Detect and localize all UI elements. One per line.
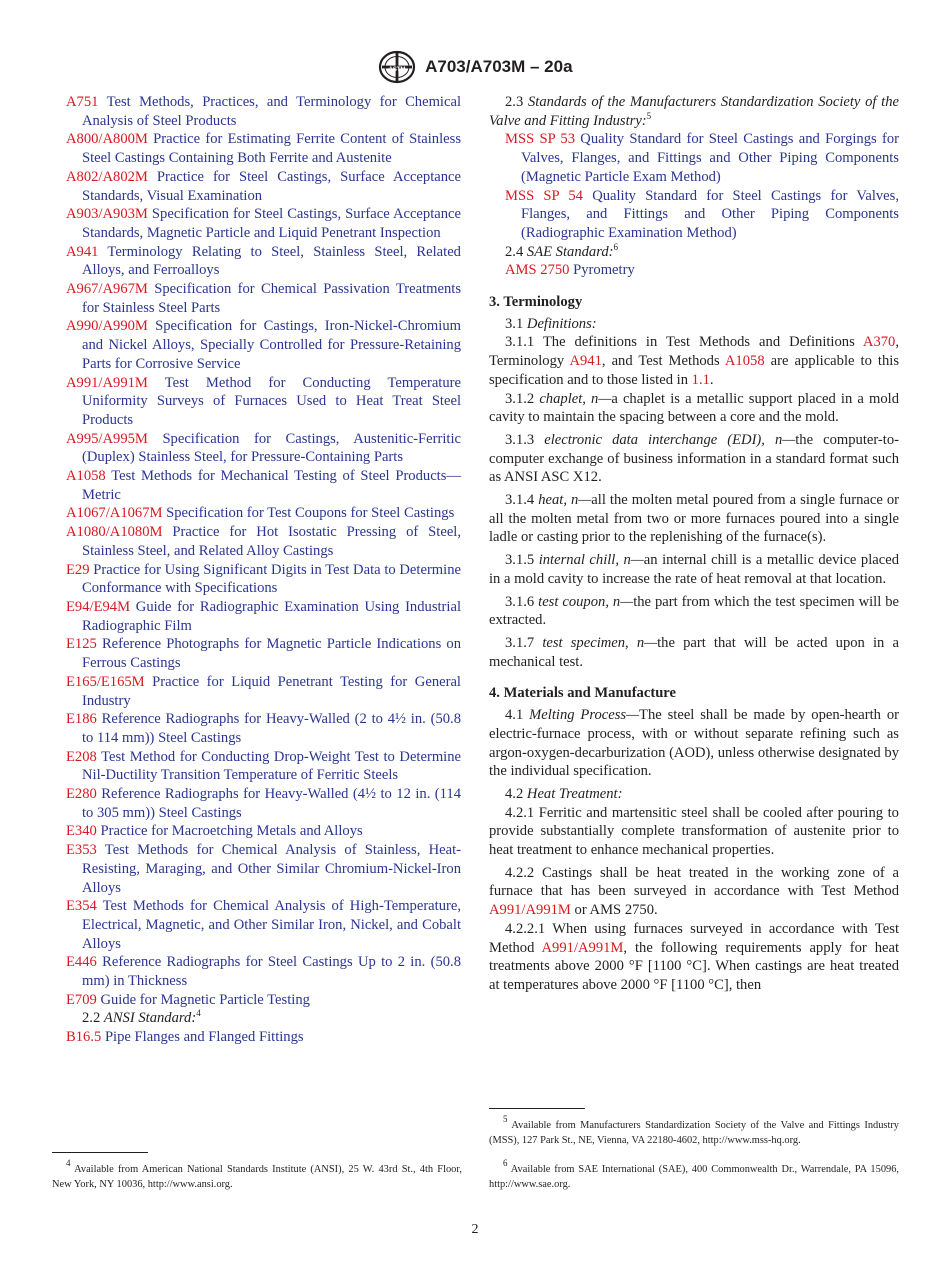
reference-item <box>66 168 461 205</box>
reference-item <box>505 130 899 186</box>
reference-item <box>66 673 461 710</box>
definition-item: 3.1.3 electronic data interchange (EDI), n—the computer-to-computer exchange of business information in a standard format such as ANSI ASC X12. <box>489 431 900 486</box>
reference-item <box>66 523 461 560</box>
reference-title-link[interactable]: Practice for Liquid Penetrant Testing for General Industry <box>82 673 461 709</box>
reference-link[interactable]: A370 <box>862 334 896 351</box>
heat-treatment-subheading: 4.2 Heat Treatment: <box>505 785 623 802</box>
footnote-divider <box>52 1152 148 1153</box>
astm-logo-icon <box>377 50 417 84</box>
reference-item <box>66 504 461 523</box>
reference-item <box>66 205 461 242</box>
reference-title-link[interactable]: Practice for Steel Castings, Surface Acceptance Standards, Visual Examination <box>82 168 461 204</box>
definition-item: 3.1.6 test coupon, n—the part from which the test specimen will be extracted. <box>489 593 899 629</box>
paragraph-4-2-2-1: 4.2.2.1 When using furnaces surveyed in accordance with Test Method A991/A991M, the following requirements apply for heat treatments above 2000 °F [1100 °C]. When castings are heat treated at temperatures above 2000 °F [1100 °C], then <box>489 920 900 993</box>
reference-title-link[interactable]: Specification for Test Coupons for Steel Castings <box>166 505 455 522</box>
referenced-documents-list <box>66 93 461 1009</box>
reference-code-link[interactable]: A995/A995M <box>66 430 148 447</box>
reference-item <box>66 635 461 672</box>
reference-code-link[interactable]: E29 <box>66 561 90 578</box>
reference-link[interactable]: A991/A991M <box>541 939 624 956</box>
section-heading-materials: 4. Materials and Manufacture <box>489 685 676 702</box>
reference-link[interactable]: A991/A991M <box>489 902 571 919</box>
section-link[interactable]: 1.1 <box>691 371 710 388</box>
svg-text:ASTM: ASTM <box>388 67 406 73</box>
right-column <box>489 93 899 995</box>
reference-title-link[interactable]: Reference Radiographs for Heavy-Walled (4½ to 12 in. (114 to 305 mm)) Steel Castings <box>82 786 462 821</box>
reference-code-link[interactable]: E125 <box>66 636 97 653</box>
footnote-6: $^6$ Available from SAE International (SAE), 400 Commonwealth Dr., Warrendale, PA 15096, http://www.sae.org. <box>489 1158 899 1191</box>
reference-code-link[interactable]: B16.5 <box>66 1029 102 1046</box>
reference-code-link[interactable]: A1080/A1080M <box>66 524 163 541</box>
reference-item <box>505 261 899 280</box>
reference-code-link[interactable]: A1058 <box>66 468 106 485</box>
reference-code-link[interactable]: AMS 2750 <box>505 262 570 279</box>
reference-title-link[interactable]: Test Methods, Practices, and Terminology for Chemical Analysis of Steel Products <box>82 94 461 129</box>
ansi-standard-subheading: 2.2 ANSI Standard:$^4$ <box>82 1008 201 1027</box>
reference-title-link[interactable]: Guide for Radiographic Examination Using Industrial Radiographic Film <box>82 598 461 634</box>
reference-item <box>66 93 461 130</box>
reference-item <box>66 841 461 897</box>
paragraph-4-2-1: 4.2.1 Ferritic and martensitic steel shall be cooled after pouring to provide substantially complete transformation of austenite prior to heat treatment to enhance mechanical properties. <box>489 804 899 859</box>
left-column <box>66 93 461 1047</box>
mss-standards-subheading: 2.3 Standards of the Manufacturers Standardization Society of the Valve and Fitting Industry:$^5$ <box>489 94 899 129</box>
reference-item <box>66 467 461 504</box>
reference-title-link[interactable]: Quality Standard for Steel Castings and Forgings for Valves, Flanges, and Fittings and Other Piping Components (Magnetic Particle Exam Method) <box>521 131 899 185</box>
reference-title-link[interactable]: Guide for Magnetic Particle Testing <box>100 991 310 1008</box>
definition-item: 3.1.7 test specimen, n—the part that will be acted upon in a mechanical test. <box>489 634 899 670</box>
reference-item <box>66 130 461 167</box>
reference-title-link[interactable]: Reference Radiographs for Heavy-Walled (2 to 4½ in. (50.8 to 114 mm)) Steel Castings <box>82 711 462 746</box>
paragraph-4-1: 4.1 Melting Process—The steel shall be made by open-hearth or electric-furnace process, with or without separate refining such as argon-oxygen-decarburization (AOD), unless otherwise designated by the individual specification. <box>489 707 899 780</box>
reference-item <box>66 991 461 1010</box>
reference-title-link[interactable]: Test Method for Conducting Drop-Weight Test to Determine Nil-Ductility Transition Temperature of Ferritic Steels <box>82 748 461 784</box>
reference-item <box>66 598 461 635</box>
reference-item <box>66 243 461 280</box>
reference-item <box>66 785 461 822</box>
reference-item <box>66 953 461 990</box>
definition-item: 3.1.4 heat, n—all the molten metal poured from a single furnace or all the molten metal from two or more furnaces poured into a single ladle or casting prior to the replenishing of the furnace(s). <box>489 492 899 546</box>
reference-title-link[interactable]: Practice for Macroetching Metals and Alloys <box>100 823 363 840</box>
reference-code-link[interactable]: A990/A990M <box>66 318 148 335</box>
sae-standard-subheading: 2.4 SAE Standard:$^6$ <box>505 241 619 260</box>
reference-item <box>66 710 461 747</box>
reference-title-link[interactable]: Terminology Relating to Steel, Stainless Steel, Related Alloys, and Ferroalloys <box>82 243 461 279</box>
reference-title-link[interactable]: Test Methods for Chemical Analysis of High-Temperature, Electrical, Magnetic, and Other Similar Iron, Nickel, and Cobalt Alloys <box>82 898 461 952</box>
reference-link[interactable]: A941 <box>569 353 602 370</box>
reference-title-link[interactable]: Practice for Estimating Ferrite Content of Stainless Steel Castings Containing Both Ferrite and Austenite <box>82 131 461 167</box>
reference-code-link[interactable]: E208 <box>66 748 97 765</box>
reference-code-link[interactable]: A941 <box>66 243 99 260</box>
footnote-divider <box>489 1108 585 1109</box>
definition-item: 3.1.2 chaplet, n—a chaplet is a metallic support placed in a mold cavity to maintain the spacing between a core and the mold. <box>489 390 900 426</box>
reference-code-link[interactable]: E186 <box>66 711 97 728</box>
reference-code-link[interactable]: A751 <box>66 94 99 110</box>
reference-code-link[interactable]: MSS SP 54 <box>505 187 583 204</box>
reference-title-link[interactable]: Practice for Using Significant Digits in Test Data to Determine Conformance with Specifications <box>82 561 461 597</box>
definitions-subheading: 3.1 Definitions: <box>505 315 597 332</box>
reference-code-link[interactable]: E94/E94M <box>66 598 131 615</box>
reference-code-link[interactable]: A1067/A1067M <box>66 505 163 522</box>
reference-code-link[interactable]: A800/A800M <box>66 131 148 148</box>
reference-code-link[interactable]: E165/E165M <box>66 673 145 690</box>
reference-code-link[interactable]: E446 <box>66 954 97 971</box>
page-header <box>0 50 950 84</box>
paragraph-4-2-2: 4.2.2 Castings shall be heat treated in the working zone of a furnace that has been surveyed in accordance with Test Method A991/A991M or AMS 2750. <box>489 864 899 919</box>
reference-code-link[interactable]: E709 <box>66 991 97 1008</box>
definition-item: 3.1.5 internal chill, n—an internal chill is a metallic device placed in a mold cavity to increase the rate of heat removal at that location. <box>489 552 899 587</box>
reference-item <box>66 748 461 785</box>
reference-title-link[interactable]: Reference Photographs for Magnetic Particle Indications on Ferrous Castings <box>82 636 461 672</box>
paragraph-3-1-1: 3.1.1 The definitions in Test Methods and Definitions A370, Terminology A941, and Test Methods A1058 are applicable to this specification and to those listed in 1.1. <box>489 334 900 388</box>
page-number: 2 <box>471 1222 479 1237</box>
reference-title-link[interactable]: Specification for Steel Castings, Surface Acceptance Standards, Magnetic Particle and Liquid Penetrant Inspection <box>82 206 461 241</box>
reference-title-link[interactable]: Quality Standard for Steel Castings for Valves, Flanges, and Fittings and Other Piping Components (Radiographic Examination Method) <box>521 187 899 241</box>
reference-item <box>66 1028 461 1047</box>
reference-title-link[interactable]: Test Methods for Chemical Analysis of Stainless, Heat-Resisting, Maraging, and Other Similar Chromium-Nickel-Iron Alloys <box>82 842 461 896</box>
reference-item <box>66 897 461 953</box>
reference-code-link[interactable]: A903/A903M <box>66 206 148 223</box>
reference-title-link[interactable]: Specification for Chemical Passivation Treatments for Stainless Steel Parts <box>82 281 461 316</box>
section-heading-terminology: 3. Terminology <box>489 294 583 311</box>
reference-code-link[interactable]: E354 <box>66 898 97 915</box>
reference-title-link[interactable]: Practice for Hot Isostatic Pressing of Steel, Stainless Steel, and Related Alloy Castings <box>82 524 461 559</box>
reference-title-link[interactable]: Test Methods for Mechanical Testing of Steel Products—Metric <box>82 468 462 503</box>
reference-code-link[interactable]: E340 <box>66 823 97 840</box>
reference-title-link[interactable]: Reference Radiographs for Steel Castings Up to 2 in. (50.8 mm) in Thickness <box>82 954 461 990</box>
reference-item <box>505 187 899 243</box>
reference-item <box>66 374 461 430</box>
reference-title-link[interactable]: Specification for Castings, Austenitic-Ferritic (Duplex) Stainless Steel, for Pressure-Containing Parts <box>82 430 461 466</box>
reference-title-link[interactable]: Test Method for Conducting Temperature Uniformity Surveys of Furnaces Used to Heat Treat Steel Products <box>82 374 461 428</box>
reference-item <box>66 430 461 467</box>
reference-link[interactable]: A1058 <box>724 353 765 370</box>
document-title: A703/A703M – 20a <box>425 56 573 76</box>
reference-title-link[interactable]: Pipe Flanges and Flanged Fittings <box>104 1029 304 1046</box>
reference-item <box>66 280 461 317</box>
reference-code-link[interactable]: E280 <box>66 786 97 803</box>
footnote-4: $^4$ Available from American National Standards Institute (ANSI), 25 W. 43rd St., 4th Floor, New York, NY 10036, http://www.ansi.org. <box>52 1158 462 1191</box>
reference-item <box>66 822 461 841</box>
reference-item <box>66 317 461 373</box>
reference-code-link[interactable]: MSS SP 53 <box>505 131 576 148</box>
reference-code-link[interactable]: A991/A991M <box>66 374 148 391</box>
reference-code-link[interactable]: A967/A967M <box>66 281 148 298</box>
reference-code-link[interactable]: A802/A802M <box>66 168 148 185</box>
footnote-5: $^5$ Available from Manufacturers Standardization Society of the Valve and Fittings Industry (MSS), 127 Park St., NE, Vienna, VA 22180-4602, http://www.mss-hq.org. <box>489 1114 899 1147</box>
reference-title-link[interactable]: Specification for Castings, Iron-Nickel-Chromium and Nickel Alloys, Specially Controlled for Pressure-Retaining Parts for Corrosive Service <box>82 318 461 372</box>
reference-title-link[interactable]: Pyrometry <box>573 262 635 279</box>
reference-item <box>66 561 461 598</box>
reference-code-link[interactable]: E353 <box>66 842 97 859</box>
